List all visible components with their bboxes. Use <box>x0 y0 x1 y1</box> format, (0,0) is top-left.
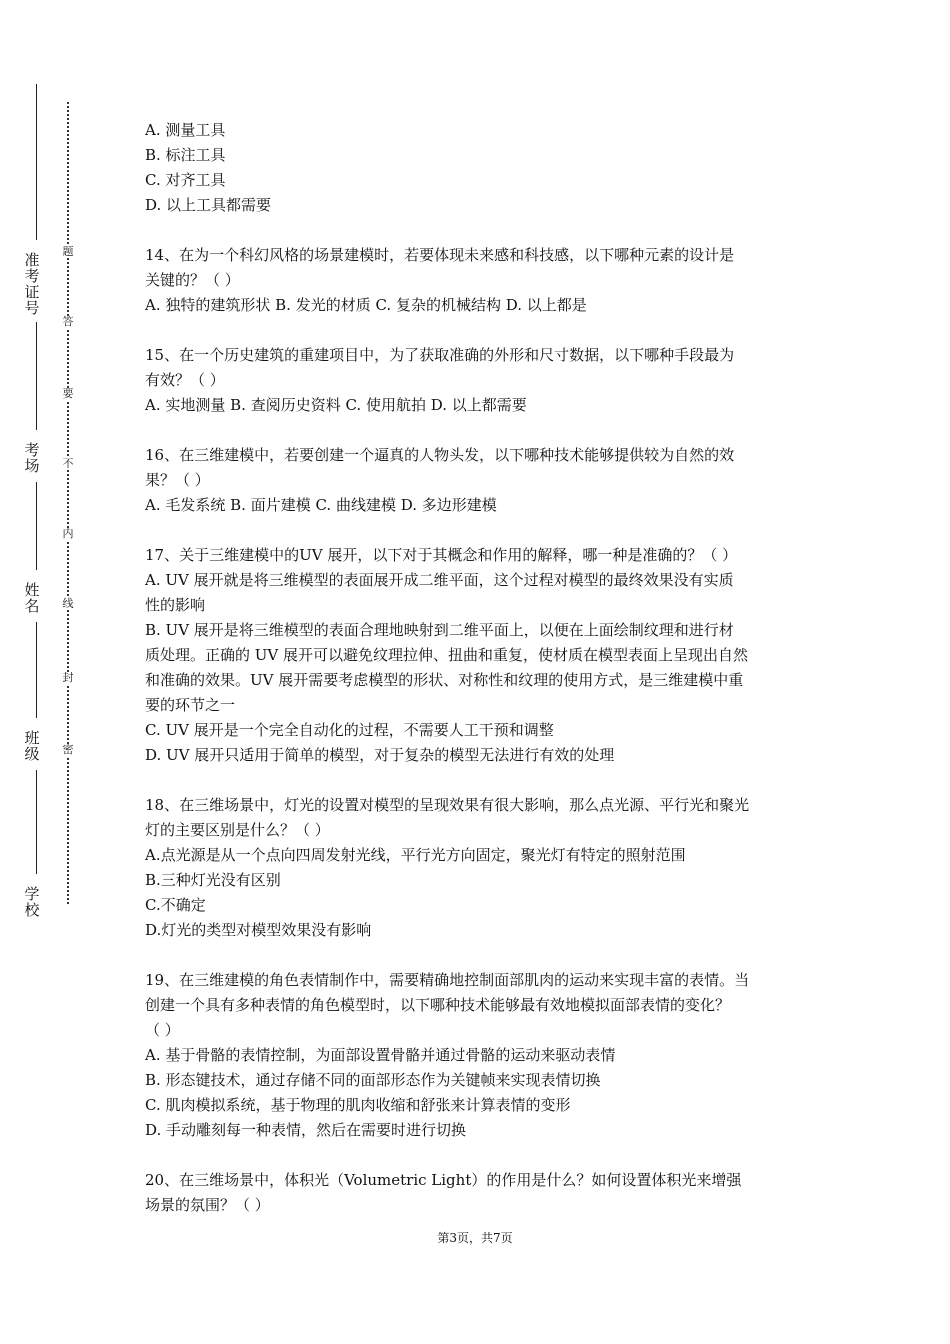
question-14-options: A. 独特的建筑形状 B. 发光的材质 C. 复杂的机械结构 D. 以上都是 <box>145 296 587 314</box>
option-d: D.灯光的类型对模型效果没有影响 <box>145 921 372 939</box>
field-school-label: 学校 <box>24 885 40 919</box>
question-15-stem: 15、在一个历史建筑的重建项目中，为了获取准确的外形和尺寸数据，以下哪种手段最为 <box>145 346 735 364</box>
seal-char: 答 <box>60 316 76 328</box>
field-exam-id-label: 准考证号 <box>24 251 40 317</box>
option-b: B. UV 展开是将三维模型的表面合理地映射到二维平面上，以便在上面绘制纹理和进行材 <box>145 621 734 639</box>
question-16-options: A. 毛发系统 B. 面片建模 C. 曲线建模 D. 多边形建模 <box>145 496 497 514</box>
option-b-cont: 和准确的效果。UV 展开需要考虑模型的形状、对称性和纹理的使用方式，是三维建模中重 <box>145 671 744 689</box>
option-b: B. 形态键技术，通过存储不同的面部形态作为关键帧来实现表情切换 <box>145 1071 601 1089</box>
field-name-label: 姓名 <box>24 581 40 615</box>
option-d: D. 以上工具都需要 <box>145 196 272 214</box>
option-d: D. 手动雕刻每一种表情，然后在需要时进行切换 <box>145 1121 467 1139</box>
question-17 <box>145 543 810 768</box>
question-20-stem: 场景的氛围？（ ） <box>145 1196 270 1214</box>
sidebar-line-class <box>36 770 37 874</box>
sidebar-line-top <box>36 84 37 240</box>
question-14-stem: 关键的？（ ） <box>145 271 240 289</box>
sidebar-line-exam-room <box>36 482 37 570</box>
question-19-stem: 19、在三维建模的角色表情制作中，需要精确地控制面部肌肉的运动来实现丰富的表情。当 <box>145 971 750 989</box>
question-18-stem: 18、在三维场景中，灯光的设置对模型的呈现效果有很大影响，那么点光源、平行光和聚光 <box>145 796 750 814</box>
page-number: 第3页，共7页 <box>437 1231 513 1245</box>
option-b-cont: 质处理。正确的 UV 展开可以避免纹理拉伸、扭曲和重复，使材质在模型表面上呈现出自然 <box>145 646 749 664</box>
option-a: A. 测量工具 <box>145 121 226 139</box>
sidebar-line-name <box>36 622 37 718</box>
question-15 <box>145 343 810 418</box>
question-19-stem: （ ） <box>145 1021 180 1039</box>
question-20-stem: 20、在三维场景中，体积光（Volumetric Light）的作用是什么？如何设置体积光来增强 <box>145 1171 742 1189</box>
field-exam-room-label: 考场 <box>24 441 40 475</box>
option-a: A. UV 展开就是将三维模型的表面展开成二维平面，这个过程对模型的最终效果没有实质 <box>145 571 734 589</box>
option-c: C.不确定 <box>145 896 206 914</box>
field-class-label: 班级 <box>24 729 40 763</box>
question-17-stem: 17、关于三维建模中的UV 展开，以下对于其概念和作用的解释，哪一种是准确的？（ ） <box>145 546 738 564</box>
question-16 <box>145 443 810 518</box>
seal-char: 题 <box>60 246 76 258</box>
question-content <box>145 118 810 1243</box>
seal-char: 要 <box>60 388 76 400</box>
option-b: B. 标注工具 <box>145 146 226 164</box>
option-c: C. UV 展开是一个完全自动化的过程，不需要人工干预和调整 <box>145 721 554 739</box>
seal-char: 线 <box>60 598 76 610</box>
option-c: C. 对齐工具 <box>145 171 226 189</box>
option-d: D. UV 展开只适用于简单的模型，对于复杂的模型无法进行有效的处理 <box>145 746 615 764</box>
option-b: B.三种灯光没有区别 <box>145 871 281 889</box>
question-16-stem: 16、在三维建模中，若要创建一个逼真的人物头发，以下哪种技术能够提供较为自然的效 <box>145 446 735 464</box>
sidebar-line-exam-id <box>36 322 37 430</box>
option-b-cont: 要的环节之一 <box>145 696 236 714</box>
seal-char: 不 <box>60 458 76 470</box>
question-18-stem: 灯的主要区别是什么？（ ） <box>145 821 330 839</box>
option-c: C. 肌肉模拟系统，基于物理的肌肉收缩和舒张来计算表情的变形 <box>145 1096 571 1114</box>
option-a: A.点光源是从一个点向四周发射光线，平行光方向固定，聚光灯有特定的照射范围 <box>145 846 686 864</box>
seal-dotted-line <box>67 102 69 904</box>
question-15-options: A. 实地测量 B. 查阅历史资料 C. 使用航拍 D. 以上都需要 <box>145 396 527 414</box>
question-16-stem: 果？（ ） <box>145 471 210 489</box>
question-15-stem: 有效？（ ） <box>145 371 225 389</box>
seal-char: 封 <box>60 672 76 684</box>
option-a: A. 基于骨骼的表情控制，为面部设置骨骼并通过骨骼的运动来驱动表情 <box>145 1046 616 1064</box>
seal-char: 内 <box>60 528 76 540</box>
question-18 <box>145 793 810 943</box>
question-19-stem: 创建一个具有多种表情的角色模型时，以下哪种技术能够最有效地模拟面部表情的变化？ <box>145 996 731 1014</box>
seal-char: 密 <box>60 744 76 756</box>
question-20 <box>145 1168 810 1218</box>
question-14 <box>145 243 810 318</box>
question-13-options <box>145 118 810 218</box>
question-14-stem: 14、在为一个科幻风格的场景建模时，若要体现未来感和科技感，以下哪种元素的设计是 <box>145 246 735 264</box>
option-a-cont: 性的影响 <box>145 596 206 614</box>
question-19 <box>145 968 810 1143</box>
